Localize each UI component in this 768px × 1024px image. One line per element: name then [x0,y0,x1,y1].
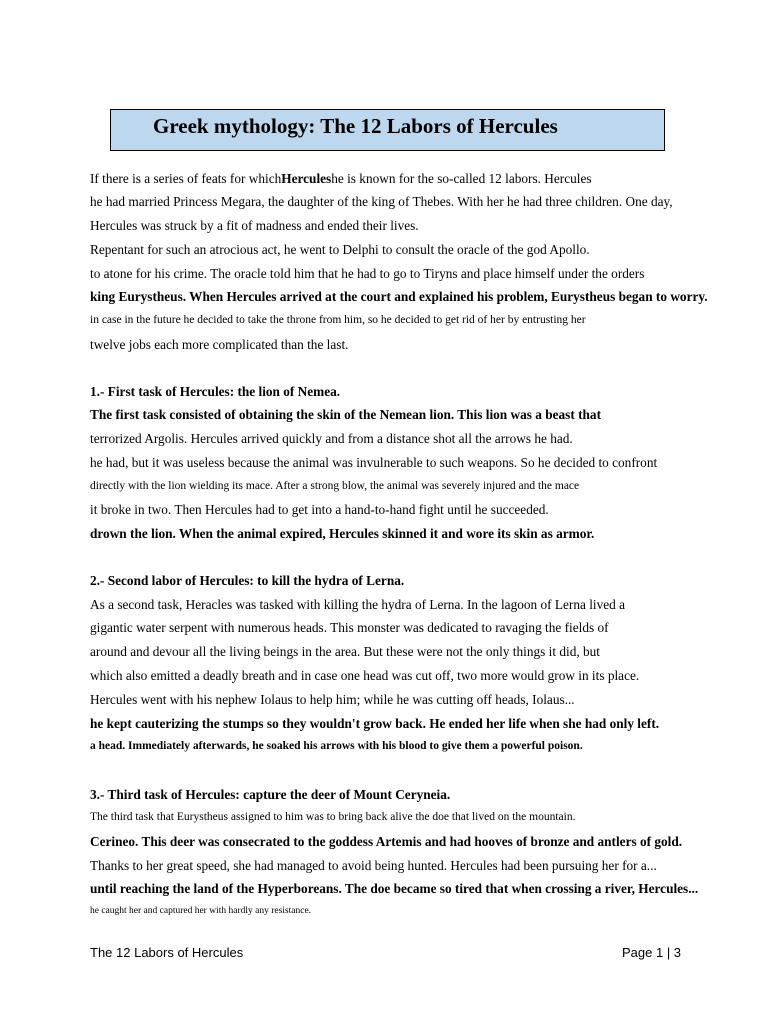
task1-line-4: directly with the lion wielding its mace. After a strong blow, the animal was severely injured and the mace [90,480,580,492]
intro-line-8: twelve jobs each more complicated than the last. [90,337,349,352]
task3-line-5: he caught her and captured her with hardly any resistance. [90,906,312,916]
task2-line-3: around and devour all the living beings in the area. But these were not the only things it did, but [90,644,600,659]
intro-text: If there is a series of feats for which [90,171,282,186]
intro-line-4: Repentant for such an atrocious act, he went to Delphi to consult the oracle of the god Apollo. [90,242,590,257]
task1-heading: 1.- First task of Hercules: the lion of Nemea. [90,384,341,399]
task1-line-2: terrorized Argolis. Hercules arrived quickly and from a distance shot all the arrows he had. [90,431,573,446]
task3-heading: 3.- Third task of Hercules: capture the deer of Mount Ceryneia. [90,787,451,802]
intro-line-3: Hercules was struck by a fit of madness and ended their lives. [90,218,419,233]
task2-line-7: a head. Immediately afterwards, he soaked his arrows with his blood to give them a powerful poison. [90,740,583,752]
task1-line-5: it broke in two. Then Hercules had to get into a hand-to-hand fight until he succeeded. [90,502,549,517]
title-box [110,109,665,151]
footer-page-number: Page 1 | 3 [622,945,682,960]
task3-line-1: The third task that Eurystheus assigned to him was to bring back alive the doe that lived on the mountain. [90,811,576,823]
intro-line-1 [90,171,592,187]
task2-line-1: As a second task, Heracles was tasked with killing the hydra of Lerna. In the lagoon of Lerna lived a [90,597,626,612]
intro-hercules-bold: Hercules [281,171,332,186]
task2-line-5: Hercules went with his nephew Iolaus to help him; while he was cutting off heads, Iolaus... [90,692,575,707]
task1-line-3: he had, but it was useless because the animal was invulnerable to such weapons. So he decided to confront [90,455,658,470]
task3-line-2: Cerineo. This deer was consecrated to the goddess Artemis and had hooves of bronze and antlers of gold. [90,834,683,849]
intro-line-7: in case in the future he decided to take the throne from him, so he decided to get rid of her by entrusting her [90,314,586,326]
task2-heading: 2.- Second labor of Hercules: to kill the hydra of Lerna. [90,573,405,588]
page-title: Greek mythology: The 12 Labors of Hercules [153,114,558,138]
intro-line-6: king Eurystheus. When Hercules arrived at the court and explained his problem, Eurystheus began to worry. [90,289,708,304]
footer-title: The 12 Labors of Hercules [90,945,244,960]
task3-line-3: Thanks to her great speed, she had managed to avoid being hunted. Hercules had been pursuing her for a... [90,858,657,873]
task2-line-4: which also emitted a deadly breath and in case one head was cut off, two more would grow in its place. [90,668,640,683]
task1-line-1: The first task consisted of obtaining the skin of the Nemean lion. This lion was a beast that [90,407,602,422]
intro-text: he is known for the so-called 12 labors. Hercules [331,171,592,186]
intro-line-2: he had married Princess Megara, the daughter of the king of Thebes. With her he had three children. One day, [90,194,673,209]
task1-line-6: drown the lion. When the animal expired, Hercules skinned it and wore its skin as armor. [90,526,595,541]
task2-line-2: gigantic water serpent with numerous heads. This monster was dedicated to ravaging the fields of [90,620,609,635]
task2-line-6: he kept cauterizing the stumps so they wouldn't grow back. He ended her life when she had only left. [90,716,660,731]
intro-line-5: to atone for his crime. The oracle told him that he had to go to Tiryns and place himself under the orders [90,266,645,281]
task3-line-4: until reaching the land of the Hyperboreans. The doe became so tired that when crossing a river, Hercules... [90,881,699,896]
